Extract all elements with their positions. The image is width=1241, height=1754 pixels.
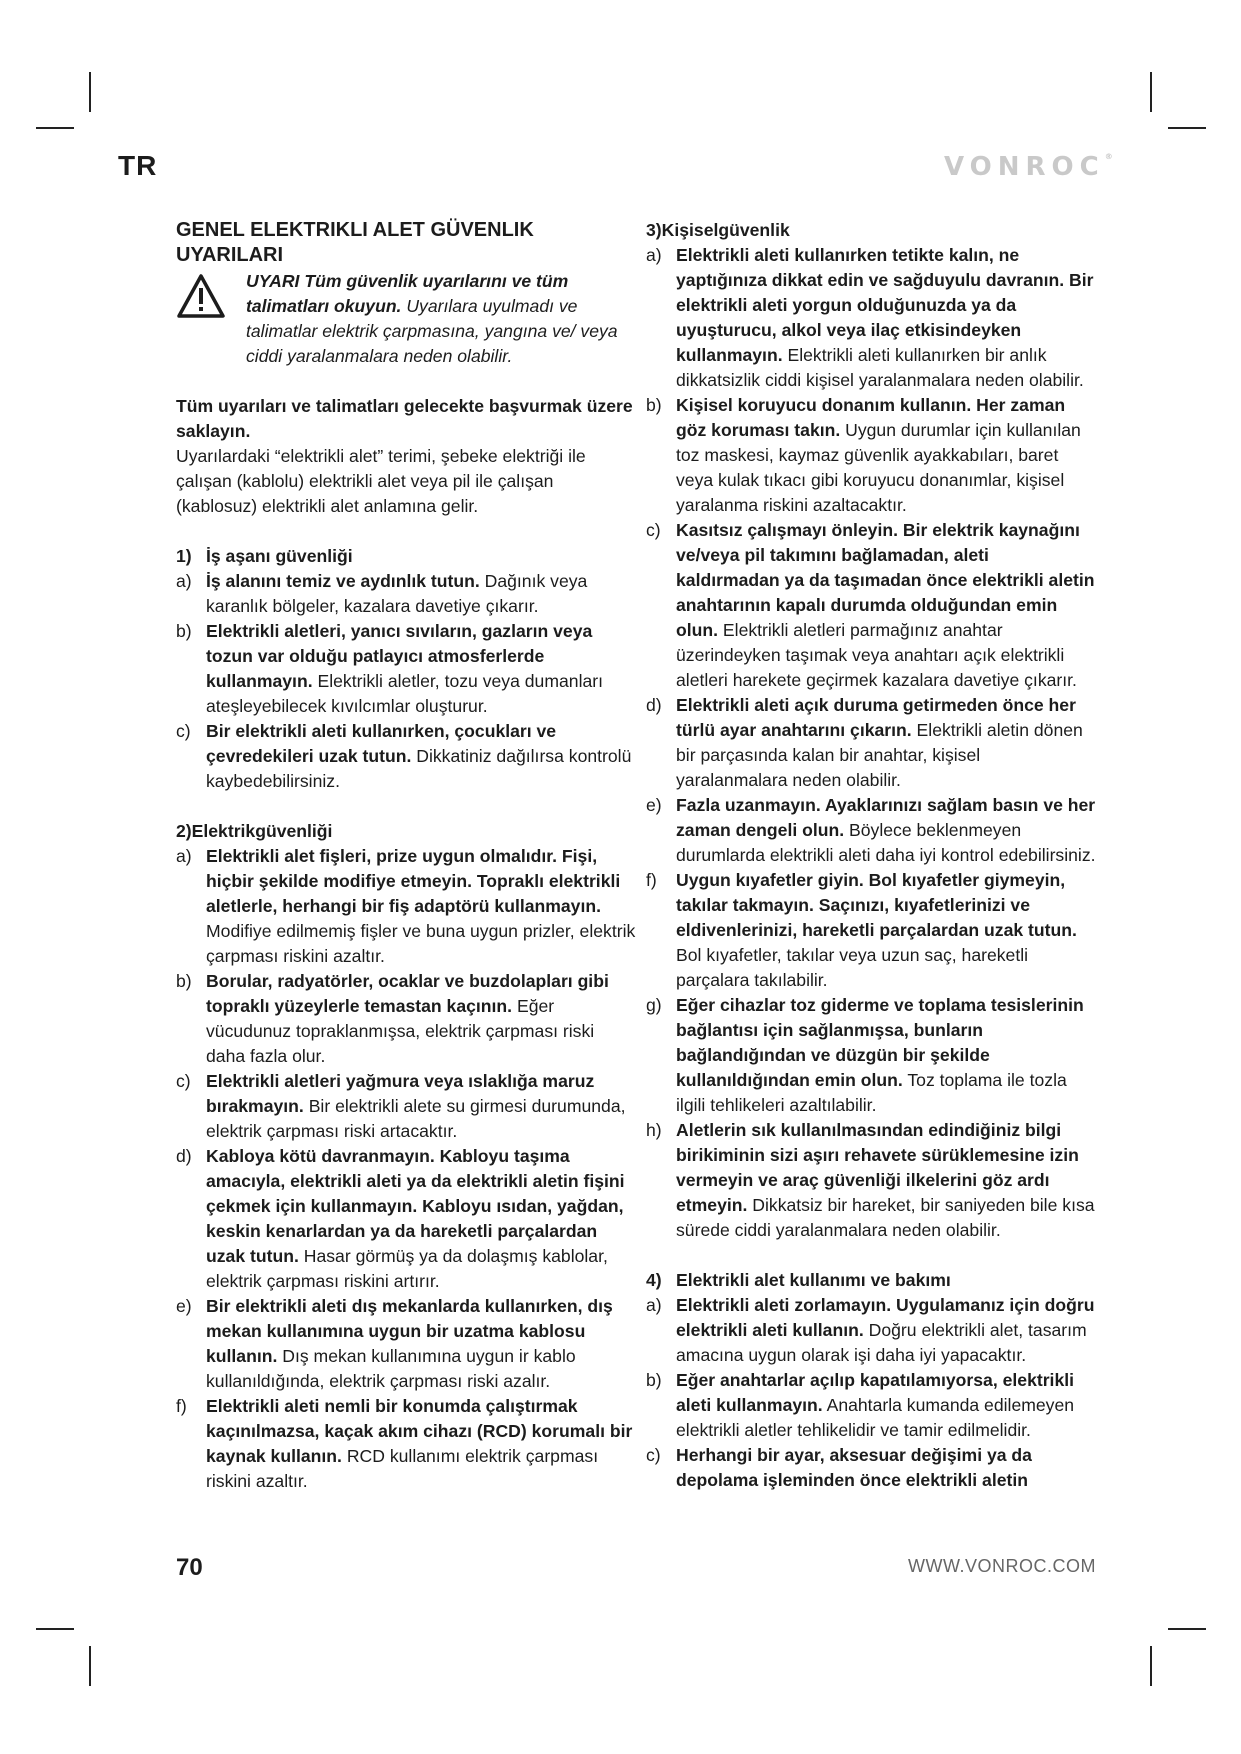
- list-item-label: c): [646, 520, 661, 540]
- website-url[interactable]: WWW.VONROC.COM: [908, 1556, 1096, 1576]
- list-item-body: Doğru elektrikli alet, tasarım amacına uygun olarak işi daha iyi yapacaktır.: [676, 1320, 1087, 1365]
- list-item-body: Dikkatsiz bir hareket, bir saniyeden bile kısa sürede ciddi yaralanmalara neden olabilir.: [676, 1195, 1095, 1240]
- list-item: [176, 844, 636, 969]
- list-item-label: b): [176, 621, 192, 641]
- list-item: [646, 1118, 1096, 1243]
- keep-instructions-text: Uyarılardaki “elektrikli alet” terimi, şebeke elektriği ile çalışan (kablolu) elektrikli alet veya pil ile çalışan (kablosuz) elektrikli alet anlamına gelir.: [176, 446, 586, 516]
- page-number: 70: [176, 1554, 203, 1581]
- list-item-label: a): [646, 1295, 662, 1315]
- list-item-label: f): [646, 870, 657, 890]
- section-heading-1: 1) İş aşanı güvenliği: [176, 546, 353, 566]
- warning-body: Uyarılara uyulmadı ve talimatlar elektrik çarpmasına, yangına ve/ veya ciddi yaralanmalara neden olabilir.: [246, 296, 618, 366]
- list-item: [176, 1144, 636, 1294]
- list-item-bold: Herhangi bir ayar, aksesuar değişimi ya da depolama işleminden önce elektrikli aletin: [676, 1445, 1032, 1490]
- list-item: [176, 1394, 636, 1494]
- list-item: [176, 1294, 636, 1394]
- section-3-list: [646, 243, 1096, 1243]
- list-item-label: c): [646, 1445, 661, 1465]
- list-item-bold: Fazla uzanmayın. Ayaklarınızı sağlam basın ve her zaman dengeli olun.: [676, 795, 1096, 840]
- list-item-body: RCD kullanımı elektrik çarpması riskini azaltır.: [206, 1446, 599, 1491]
- list-item: [646, 868, 1096, 993]
- list-item-text: [206, 969, 636, 1069]
- keep-instructions: [176, 394, 636, 444]
- crop-mark-tl-v: [89, 72, 91, 112]
- list-item: [176, 1069, 636, 1144]
- crop-mark-tr-v: [1150, 72, 1152, 112]
- list-item-label: b): [646, 1370, 662, 1390]
- list-item-body: Anahtarla kumanda edilemeyen elektrikli aletler tehlikelidir ve tamir edilmelidir.: [676, 1395, 1075, 1440]
- list-item-label: e): [176, 1296, 192, 1316]
- list-item-label: c): [176, 1071, 191, 1091]
- list-item: [176, 569, 636, 619]
- list-item-text: [676, 1293, 1096, 1368]
- list-item-body: Elektrikli aletler, tozu veya dumanları ateşleyebilecek kıvılcımlar oluşturur.: [206, 671, 604, 716]
- list-item-text: [206, 569, 636, 619]
- list-item-text: [206, 844, 636, 969]
- list-item-bold: Elektrikli aleti açık duruma getirmeden önce her türlü ayar anahtarını çıkarın.: [676, 695, 1076, 740]
- list-item-bold: Elektrikli alet fişleri, prize uygun olmalıdır. Fişi, hiçbir şekilde modifiye etmeyin. Topraklı elektrikli aletlerle, herhangi bir fiş adaptörü kullanmayın.: [206, 846, 621, 916]
- list-item: [646, 1293, 1096, 1368]
- list-item-text: [676, 1368, 1096, 1443]
- list-item-body: Eğer vücudunuz topraklanmışsa, elektrik çarpması riski daha fazla olur.: [206, 996, 595, 1066]
- list-item-text: [206, 1394, 636, 1494]
- list-item-body: Modifiye edilmemiş fişler ve buna uygun prizler, elektrik çarpması riskini azaltır.: [206, 921, 636, 966]
- list-item-label: d): [646, 695, 662, 715]
- warning-text: [246, 269, 636, 369]
- list-item-body: Dikkatiniz dağılırsa kontrolü kaybedebilirsiniz.: [206, 746, 632, 791]
- warning-bold: UYARI Tüm güvenlik uyarılarını ve tüm talimatları okuyun.: [246, 271, 569, 316]
- list-item-label: h): [646, 1120, 662, 1140]
- section-heading-3: 3)Kişiselgüvenlik: [646, 220, 790, 240]
- list-item-body: Bir elektrikli alete su girmesi durumunda, elektrik çarpması riski artacaktır.: [206, 1096, 626, 1141]
- list-item-bold: Elektrikli aleti nemli bir konumda çalıştırmak kaçınılmazsa, kaçak akım cihazı (RCD) korumalı bir kaynak kullanın.: [206, 1396, 633, 1466]
- list-item-text: [206, 1294, 636, 1394]
- list-item-label: b): [646, 395, 662, 415]
- list-item-text: [206, 619, 636, 719]
- list-item-bold: Aletlerin sık kullanılmasından edindiğiniz bilgi birikiminin sizi aşırı rehavete sürüklemesine izin vermeyin ve araç güvenliği ilkelerini göz ardı etmeyin.: [676, 1120, 1079, 1215]
- list-item-bold: Kabloya kötü davranmayın. Kabloyu taşıma amacıyla, elektrikli aleti ya da elektrikli aletin fişini çekmek için kullanmayın. Kabloyu ısıdan, yağdan, keskin kenarlardan ya da hareketli parçalardan uzak tutun.: [206, 1146, 625, 1266]
- list-item-label: a): [646, 245, 662, 265]
- list-item-text: [676, 243, 1096, 393]
- list-item-text: [676, 868, 1096, 993]
- list-item-bold: Kasıtsız çalışmayı önleyin. Bir elektrik kaynağını ve/veya pil takımını bağlamadan, aleti kaldırmadan ya da taşımadan önce elektrikli aletin anahtarının kapalı durumda olduğundan emin olun.: [676, 520, 1095, 640]
- language-code: TR: [118, 150, 158, 181]
- list-item-bold: Elektrikli aleti kullanırken tetikte kalın, ne yaptığınıza dikkat edin ve sağduyulu davranın. Bir elektrikli aleti yorgun olduğunuzda ya da uyuşturucu, alkol veya ilaç etkisindeyken kullanmayın.: [676, 245, 1094, 365]
- crop-mark-bl-h: [36, 1628, 74, 1630]
- list-item-text: [676, 993, 1096, 1118]
- list-item-text: [206, 1069, 636, 1144]
- crop-mark-tr-h: [1168, 127, 1206, 129]
- crop-mark-tl-h: [36, 127, 74, 129]
- list-item: [646, 1368, 1096, 1443]
- list-item-body: Elektrikli aleti kullanırken bir anlık dikkatsizlik ciddi kişisel yaralanmalara neden olabilir.: [676, 345, 1084, 390]
- list-item-text: [206, 719, 636, 794]
- list-item: [646, 993, 1096, 1118]
- list-item-text: [206, 1144, 636, 1294]
- list-item-bold: Borular, radyatörler, ocaklar ve buzdolapları gibi topraklı yüzeylerle temastan kaçının.: [206, 971, 609, 1016]
- list-item-label: b): [176, 971, 192, 991]
- brand-name: VONROC: [944, 152, 1105, 182]
- list-item-text: [676, 693, 1096, 793]
- list-item-text: [676, 1443, 1096, 1493]
- list-item-bold: Elektrikli aletleri, yanıcı sıvıların, gazların veya tozun var olduğu patlayıcı atmosferlerde kullanmayın.: [206, 621, 593, 691]
- list-item: [176, 619, 636, 719]
- list-item-text: [676, 518, 1096, 693]
- warning-block: [176, 269, 636, 369]
- list-item-body: Elektrikli aletleri parmağınız anahtar üzerindeyken taşımak veya anahtarı açık elektrikli aletleri harekete geçirmek kazalara davetiye çıkarır.: [676, 620, 1077, 690]
- list-item-bold: Elektrikli aleti zorlamayın. Uygulamanız için doğru elektrikli aleti kullanın.: [676, 1295, 1095, 1340]
- list-item-label: a): [176, 846, 192, 866]
- list-item-text: [676, 393, 1096, 518]
- list-item-bold: Uygun kıyafetler giyin. Bol kıyafetler giymeyin, takılar takmayın. Saçınızı, kıyafetlerinizi ve eldivenlerinizi, hareketli parçalardan uzak tutun.: [676, 870, 1077, 940]
- list-item: [646, 243, 1096, 393]
- list-item-label: f): [176, 1396, 187, 1416]
- warning-triangle-icon: [176, 269, 232, 369]
- list-item: [176, 969, 636, 1069]
- list-item-label: g): [646, 995, 662, 1015]
- list-item-bold: Bir elektrikli aleti kullanırken, çocukları ve çevredekileri uzak tutun.: [206, 721, 557, 766]
- list-item-body: Dış mekan kullanımına uygun ir kablo kullanıldığında, elektrik çarpması riski azalır.: [206, 1346, 576, 1391]
- crop-mark-br-h: [1168, 1628, 1206, 1630]
- list-item-text: [676, 1118, 1096, 1243]
- brand-logo: [944, 152, 1113, 182]
- list-item-body: Hasar görmüş ya da dolaşmış kablolar, elektrik çarpması riskini artırır.: [206, 1246, 608, 1291]
- crop-mark-br-v: [1150, 1646, 1152, 1686]
- list-item-bold: Eğer cihazlar toz giderme ve toplama tesislerinin bağlantısı için sağlanmışsa, bunların bağlandığından ve düzgün bir şekilde kullanıldığından emin olun.: [676, 995, 1084, 1090]
- list-item-body: Uygun durumlar için kullanılan toz maskesi, kaymaz güvenlik ayakkabıları, baret veya kulak tıkacı gibi koruyucu donanımlar, kişisel yaralanma riskini azaltacaktır.: [676, 420, 1081, 515]
- list-item-bold: İş alanını temiz ve aydınlık tutun.: [206, 571, 480, 591]
- keep-bold: Tüm uyarıları ve talimatları gelecekte başvurmak üzere saklayın.: [176, 396, 633, 441]
- brand-registered-mark: ®: [1104, 152, 1113, 161]
- list-item-bold: Eğer anahtarlar açılıp kapatılamıyorsa, elektrikli aleti kullanmayın.: [676, 1370, 1075, 1415]
- list-item-bold: Bir elektrikli aleti dış mekanlarda kullanırken, dış mekan kullanımına uygun bir uzatma kablosu kullanın.: [206, 1296, 613, 1366]
- list-item-body: Böylece beklenmeyen durumlarda elektrikli aleti daha iyi kontrol edebilirsiniz.: [676, 820, 1096, 865]
- list-item: [646, 693, 1096, 793]
- list-item-label: e): [646, 795, 662, 815]
- list-item-label: a): [176, 571, 192, 591]
- list-item: [646, 393, 1096, 518]
- section-4-list: [646, 1293, 1096, 1493]
- section-1-list: [176, 569, 636, 794]
- list-item-text: [676, 793, 1096, 868]
- right-column: [646, 218, 1096, 1493]
- section-heading-2: 2)Elektrikgüvenliği: [176, 821, 333, 841]
- section-2-list: [176, 844, 636, 1494]
- list-item: [176, 719, 636, 794]
- section-heading-4: 4) Elektrikli alet kullanımı ve bakımı: [646, 1270, 951, 1290]
- list-item: [646, 1443, 1096, 1493]
- list-item-body: Bol kıyafetler, takılar veya uzun saç, hareketli parçalara takılabilir.: [676, 945, 1029, 990]
- list-item-body: Dağınık veya karanlık bölgeler, kazalara davetiye çıkarır.: [206, 571, 588, 616]
- left-column: [176, 218, 636, 1494]
- crop-mark-bl-v: [89, 1646, 91, 1686]
- list-item: [646, 793, 1096, 868]
- list-item-bold: Kişisel koruyucu donanım kullanın. Her zaman göz koruması takın.: [676, 395, 1066, 440]
- list-item-label: c): [176, 721, 191, 741]
- list-item-body: Toz toplama ile tozla ilgili tehlikeleri azaltılabilir.: [676, 1070, 1067, 1115]
- list-item: [646, 518, 1096, 693]
- list-item-body: Elektrikli aletin dönen bir parçasında kalan bir anahtar, kişisel yaralanmalara neden olabilir.: [676, 720, 1083, 790]
- list-item-label: d): [176, 1146, 192, 1166]
- section-title: GENEL ELEKTRIKLI ALET GÜVENLIK UYARILARI: [176, 219, 534, 266]
- list-item-bold: Elektrikli aletleri yağmura veya ıslaklığa maruz bırakmayın.: [206, 1071, 595, 1116]
